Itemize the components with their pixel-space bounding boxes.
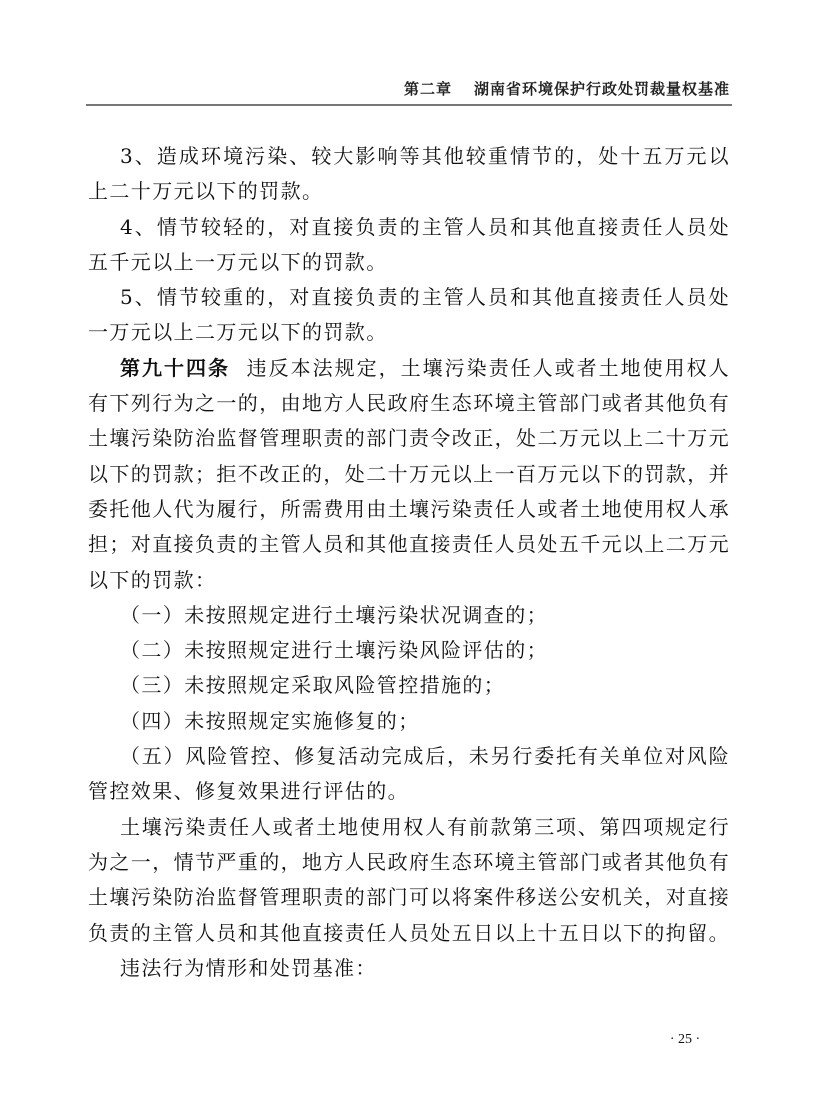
- list-item: （二）未按照规定进行土壤污染风险评估的；: [120, 638, 548, 663]
- paragraph: 违法行为情形和处罚基准：: [120, 955, 377, 980]
- paragraph: 5、情节较重的，对直接负责的主管人员和其他直接责任人员处一万元以上二万元以下的罚款。: [88, 285, 730, 345]
- paragraph: 4、情节较轻的，对直接负责的主管人员和其他直接责任人员处五千元以上一万元以下的罚款。: [88, 214, 730, 274]
- article-text: 违反本法规定，土壤污染责任人或者土地使用权人有下列行为之一的，由地方人民政府生态环境主管部门或者其他负有土壤污染防治监督管理职责的部门责令改正，处二万元以上二十万元以下的罚款；拒不改正的，处二十万元以上一百万元以下的罚款，并委托他人代为履行，所需费用由土壤污染责任人或者土地使用权人承担；对直接负责的主管人员和其他直接责任人员处五千元以上二万元以下的罚款：: [88, 355, 730, 592]
- list-item: （四）未按照规定实施修复的；: [120, 708, 420, 733]
- article-number: 第九十四条: [120, 355, 230, 380]
- page-number: · 25 ·: [669, 1032, 701, 1047]
- running-header: [88, 78, 730, 99]
- list-item: （五）风险管控、修复活动完成后，未另行委托有关单位对风险管控效果、修复效果进行评估的。: [88, 744, 730, 804]
- header-title: 湖南省环境保护行政处罚裁量权基准: [473, 80, 730, 98]
- article-paragraph: [88, 351, 730, 598]
- list-item: （一）未按照规定进行土壤污染状况调查的；: [120, 602, 548, 627]
- list-item: （三）未按照规定采取风险管控措施的；: [120, 673, 506, 698]
- paragraph: 土壤污染责任人或者土地使用权人有前款第三项、第四项规定行为之一，情节严重的，地方人民政府生态环境主管部门或者其他负有土壤污染防治监督管理职责的部门可以将案件移送公安机关，对直接负责的主管人员和其他直接责任人员处五日以上十五日以下的拘留。: [88, 814, 730, 945]
- header-rule: [86, 104, 732, 106]
- chapter-label: 第二章: [403, 80, 452, 98]
- paragraph: 3、造成环境污染、较大影响等其他较重情节的，处十五万元以上二十万元以下的罚款。: [88, 144, 730, 204]
- page-body: [88, 139, 730, 986]
